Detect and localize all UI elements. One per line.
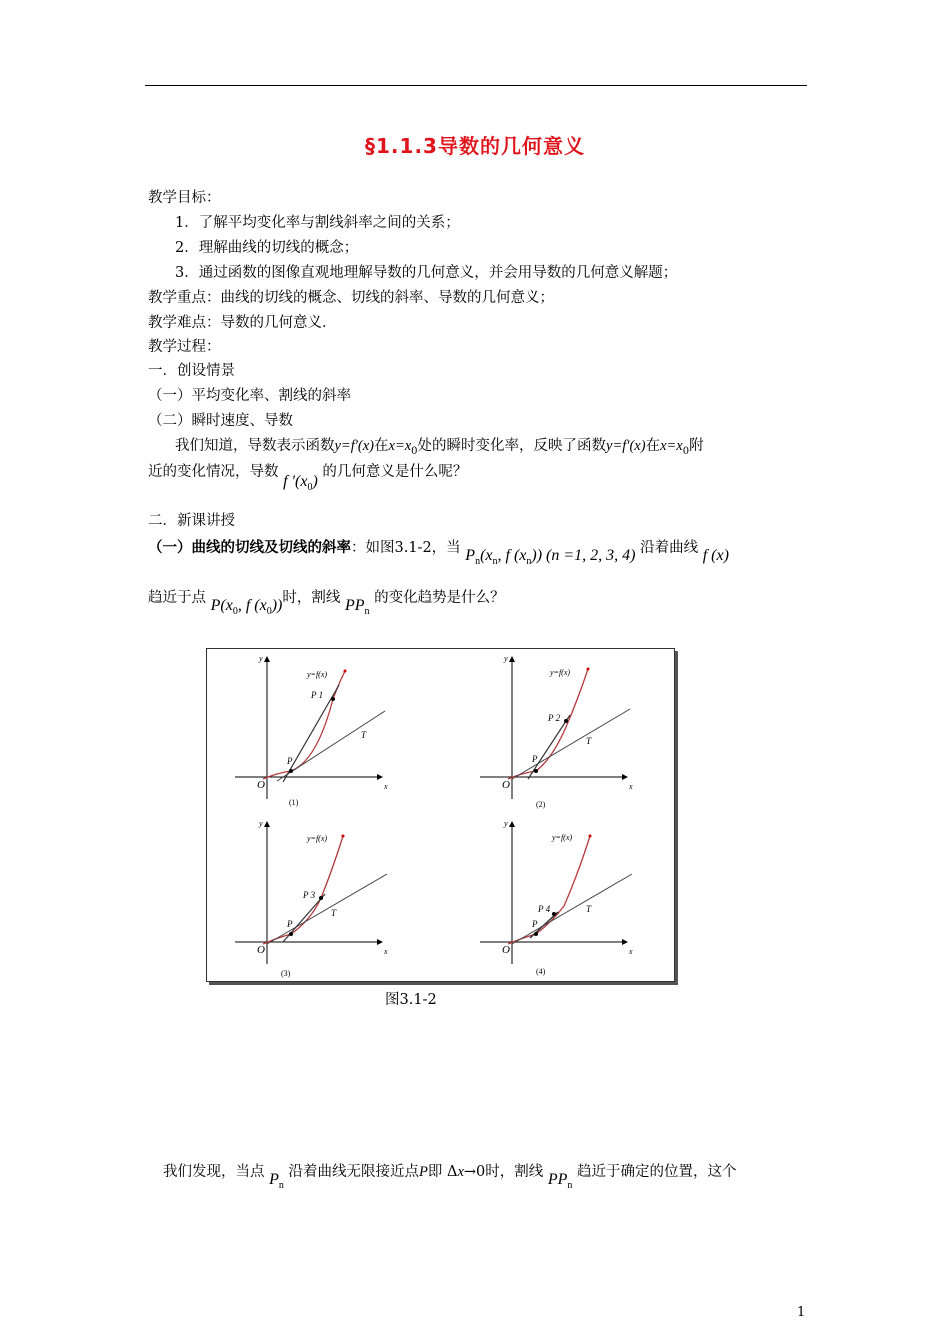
tangent-label: T [586, 736, 592, 746]
ppn-symbol: $PP_n$ [547, 1171, 573, 1191]
axis-x-label: x [629, 947, 633, 956]
curve [263, 671, 345, 779]
page-number: 1 [797, 1305, 806, 1320]
pn-expression: $P_n(x_n$, f $(x_n)$) (n =1, 2, 3, 4) [465, 547, 636, 567]
goal-3: 3．通过函数的图像直观地理解导数的几何意义，并会用导数的几何意义解题； [175, 265, 678, 281]
origin-label: O [257, 779, 265, 791]
figure-svg [207, 649, 674, 981]
panel-3 [235, 819, 388, 978]
origin-label: O [502, 779, 510, 791]
tangent-label: T [586, 904, 592, 914]
point-p-label: P [532, 919, 538, 929]
figure-3-1-2 [206, 648, 675, 982]
axis-y-label: y [504, 819, 508, 828]
subsection-3-line-2: 趋近于点 $P(x_0$, f $(x_0)$)时，割线 $PP_n$ 的变化趋势是什么？ [148, 590, 505, 617]
axis-y-label: y [259, 819, 263, 828]
subsection-3-line-1: （一）曲线的切线及切线的斜率：如图3.1-2，当 $P_n(x_n$, f $(x_n)$) (n =1, 2, 3, 4) 沿着曲线 f (x) [148, 539, 729, 567]
secant-line [528, 715, 570, 779]
tangent-label: T [361, 730, 367, 740]
tangent-line [512, 874, 632, 944]
panel-1 [235, 654, 388, 807]
teaching-focus: 教学重点：曲线的切线的概念、切线的斜率、导数的几何意义； [148, 290, 554, 306]
figure-caption: 图3.1-2 [385, 992, 437, 1008]
axis-y-label: y [259, 654, 263, 663]
subsection-2: （二）瞬时速度、导数 [148, 413, 293, 429]
paragraph-1-line-1: 我们知道，导数表示函数y=f′(x)在$x=x_0$处的瞬时变化率，反映了函数y=f′(x)在$x=x_0$附 [175, 438, 704, 457]
panel-label: (1) [289, 798, 299, 807]
tangent-line [267, 874, 387, 944]
curve-label: y=f(x) [307, 834, 328, 843]
curve-label: y=f(x) [552, 833, 573, 842]
point-pn-label: P 3 [303, 890, 316, 900]
panel-label: (2) [536, 800, 546, 809]
curve-label: y=f(x) [550, 668, 571, 677]
axis-x-label: x [629, 782, 633, 791]
origin-label: O [502, 944, 510, 956]
goal-1: 1．了解平均变化率与割线斜率之间的关系； [175, 215, 460, 231]
section-1-heading: 一．创设情景 [148, 363, 235, 379]
curve-expression: f (x) [702, 547, 729, 564]
goal-2: 2．理解曲线的切线的概念； [175, 240, 359, 256]
page-title: §1.1.3导数的几何意义 [365, 134, 585, 158]
point-pn-label: P 4 [538, 904, 551, 914]
teaching-process: 教学过程： [148, 339, 221, 355]
tangent-line [277, 711, 385, 781]
point-p-label: P [532, 754, 538, 764]
point-pn-label: P 1 [311, 690, 324, 700]
tangent-line [512, 709, 630, 779]
subsection-1: （一）平均变化率、割线的斜率 [148, 388, 351, 404]
origin-label: O [257, 944, 265, 956]
curve-label: y=f(x) [307, 670, 328, 679]
point-p-label: P [287, 919, 293, 929]
p-expression: $P(x_0$, f $(x_0)$) [210, 597, 283, 617]
axis-x-label: x [384, 947, 388, 956]
header-rule [145, 85, 807, 86]
pn-symbol: $P_n$ [269, 1171, 284, 1191]
axis-x-label: x [384, 782, 388, 791]
point-p-label: P [287, 756, 293, 766]
derivative-expression: f $'(x_0)$ [283, 473, 318, 493]
panel-2 [480, 654, 633, 809]
goals-heading: 教学目标： [148, 190, 221, 206]
panel-label: (4) [536, 967, 546, 976]
curve [508, 836, 590, 944]
bottom-paragraph: 我们发现，当点 $P_n$ 沿着曲线无限接近点P即 Δx→0时，割线 $PP_n$ 趋近于确定的位置，这个 [163, 1164, 737, 1191]
point-pn-label: P 2 [548, 713, 561, 723]
panel-4 [480, 819, 633, 976]
ppn-expression: $PP_n$ [344, 597, 370, 617]
tangent-label: T [331, 908, 337, 918]
section-2-heading: 二．新课讲授 [148, 513, 235, 529]
paragraph-1-line-2: 近的变化情况，导数 f $'(x_0)$ 的几何意义是什么呢？ [148, 464, 468, 493]
teaching-difficulty: 教学难点：导数的几何意义． [148, 315, 337, 331]
panel-label: (3) [281, 969, 291, 978]
curve [508, 669, 588, 779]
axis-y-label: y [504, 654, 508, 663]
